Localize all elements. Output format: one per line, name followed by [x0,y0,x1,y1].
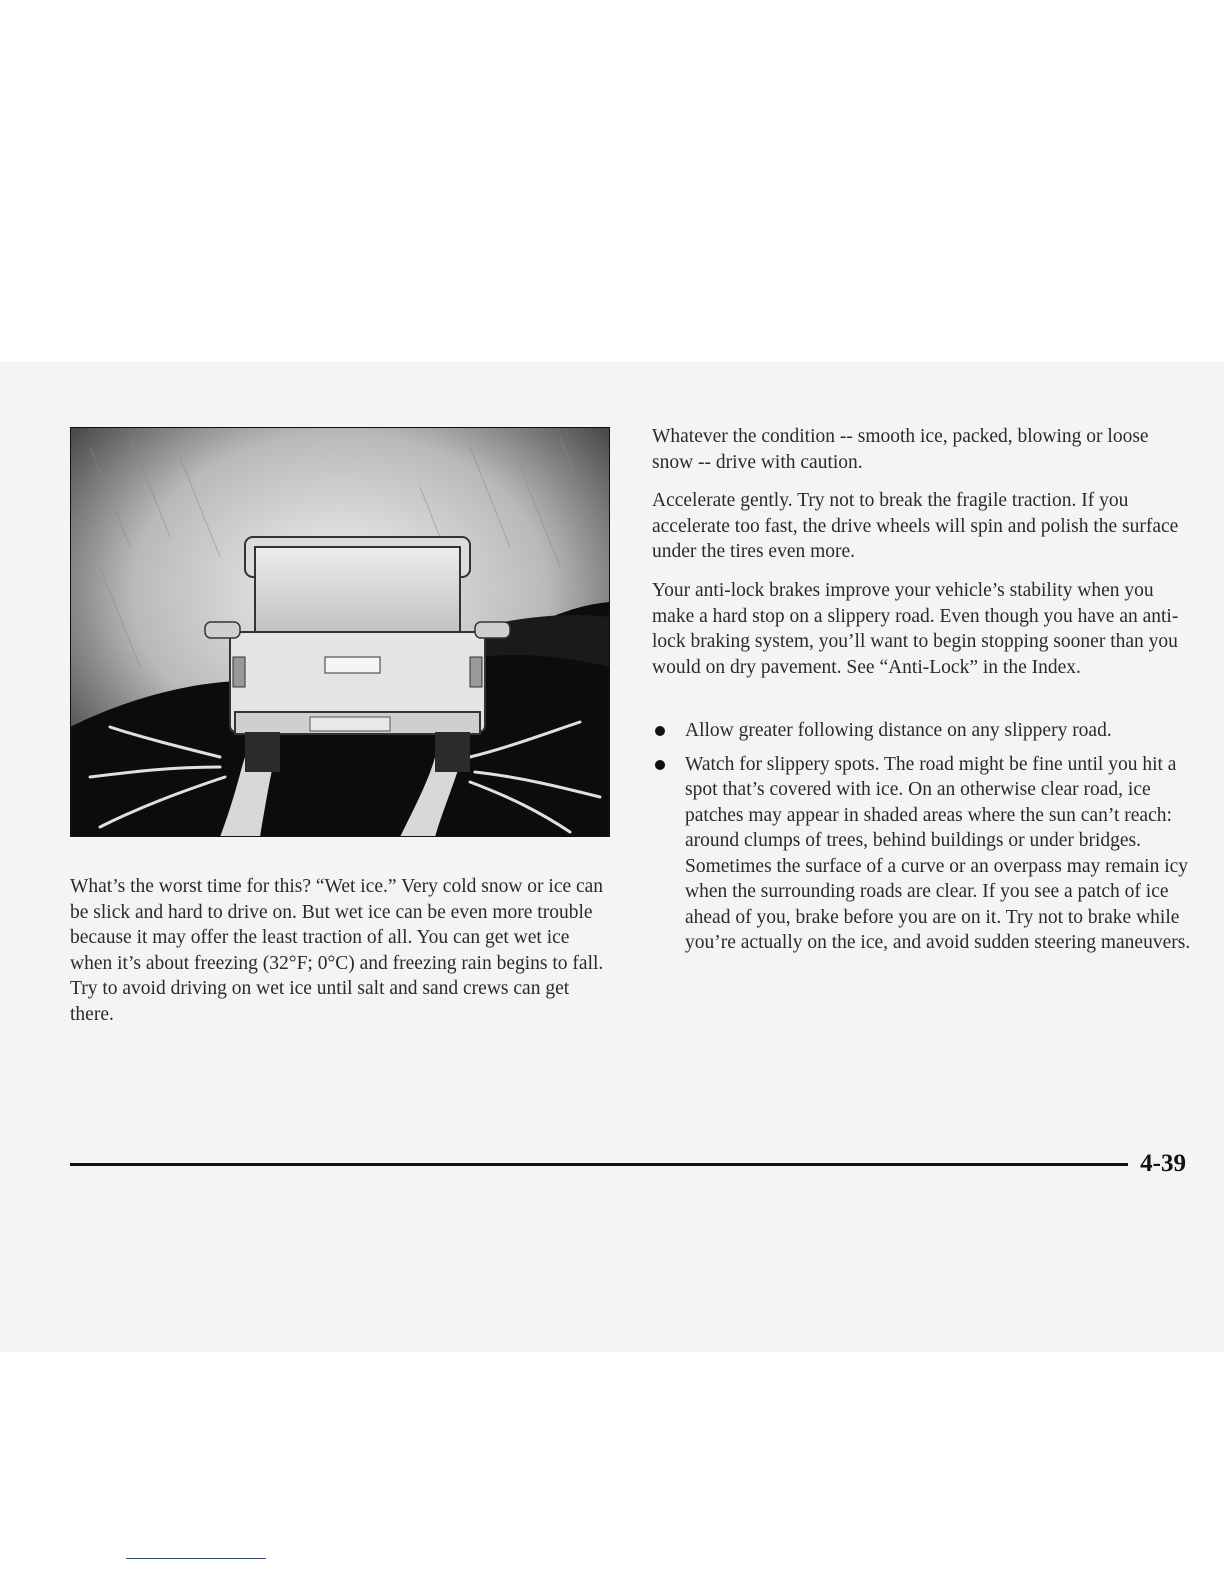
bullet-text: Allow greater following distance on any slippery road. [685,720,1112,741]
bullet-icon [655,760,665,770]
bullet-text: Watch for slippery spots. The road might be fine until you hit a spot that’s covered with ice. On an otherwise clear road, ice patches may appear in shaded areas where the sun can’t reach: around clumps of trees, behind buildings or under bridges. Sometimes the surface of a curve or an overpass may remain icy when the surrounding roads are clear. If you see a patch of ice ahead of you, brake before you are on it. Try not to brake while you’re actually on the ice, and avoid sudden steering maneuvers. [685,753,1191,953]
wet-ice-paragraph: What’s the worst time for this? “Wet ice.” Very cold snow or ice can be slick and hard to drive on. But wet ice can be even more trouble because it may offer the least traction of all. You can get wet ice when it’s about freezing (32°F; 0°C) and freezing rain begins to fall. Try to avoid driving on wet ice until salt and sand crews can get there. [70,876,604,1025]
bottom-link-underline [126,1558,266,1559]
condition-paragraph: Whatever the condition -- smooth ice, packed, blowing or loose snow -- drive with caution. [652,426,1149,473]
vehicle-on-wet-ice-illustration [70,427,610,837]
bullet-icon [655,726,665,736]
anti-lock-paragraph: Your anti-lock brakes improve your vehicle’s stability when you make a hard stop on a slippery road. Even though you have an anti-lock braking system, you’ll want to begin stopping sooner than you would on dry pavement. See “Anti-Lock” in the Index. [652,580,1179,678]
accelerate-paragraph: Accelerate gently. Try not to break the fragile traction. If you accelerate too fast, the drive wheels will spin and polish the surface under the tires even more. [652,490,1179,562]
page-number: 4-39 [1140,1150,1186,1177]
list-item [652,752,1197,956]
footer-rule [70,1163,1128,1166]
list-item [652,718,1197,744]
tips-list [652,718,1197,964]
